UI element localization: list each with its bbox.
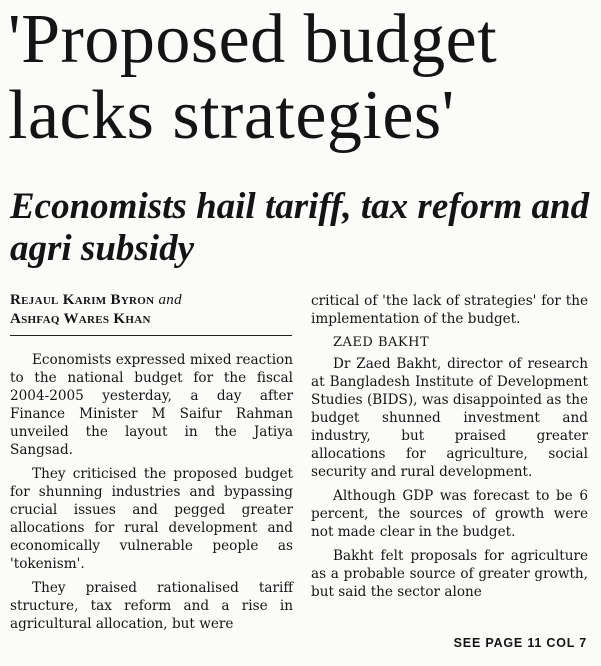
- continuation-link[interactable]: SEE PAGE 11 COL 7: [453, 636, 587, 650]
- paragraph: They criticised the proposed budget for shunning industries and bypassing crucial issues and pegged greater allocations for rural development and economically vulnerable people as 'tokenism'.: [10, 466, 293, 572]
- right-column: [311, 292, 588, 607]
- paragraph: They praised rationalised tariff structure, tax reform and a rise in agricultural allocation, but were: [10, 580, 293, 632]
- paragraph: critical of 'the lack of strategies' for the implementation of the budget.: [311, 293, 588, 327]
- author-2: Ashfaq Wares Khan: [10, 311, 151, 327]
- author-1: Rejaul Karim Byron: [10, 292, 155, 308]
- byline: [10, 291, 290, 329]
- paragraph: Bakht felt proposals for agriculture as a probable source of greater growth, but said the sector alone: [311, 548, 588, 600]
- headline: 'Proposed budget lacks strategies': [8, 1, 498, 154]
- paragraph: Although GDP was forecast to be 6 percent, the sources of growth were not made clear in the budget.: [311, 488, 588, 540]
- byline-conjunction: and: [158, 292, 182, 308]
- left-column: [10, 351, 293, 639]
- paragraph: Dr Zaed Bakht, director of research at Bangladesh Institute of Development Studies (BIDS), was disappointed as the budget shunned investment and industry, but praised greater allocations for agriculture, social security and rural development.: [311, 356, 588, 480]
- byline-divider: [10, 335, 292, 336]
- subheadline: Economists hail tariff, tax reform and agri subsidy: [10, 186, 590, 269]
- paragraph: Economists expressed mixed reaction to the national budget for the fiscal 2004-2005 yesterday, a day after Finance Minister M Saifur Rahman unveiled the layout in the Jatiya Sangsad.: [10, 352, 293, 458]
- section-label: ZAED BAKHT: [333, 335, 430, 350]
